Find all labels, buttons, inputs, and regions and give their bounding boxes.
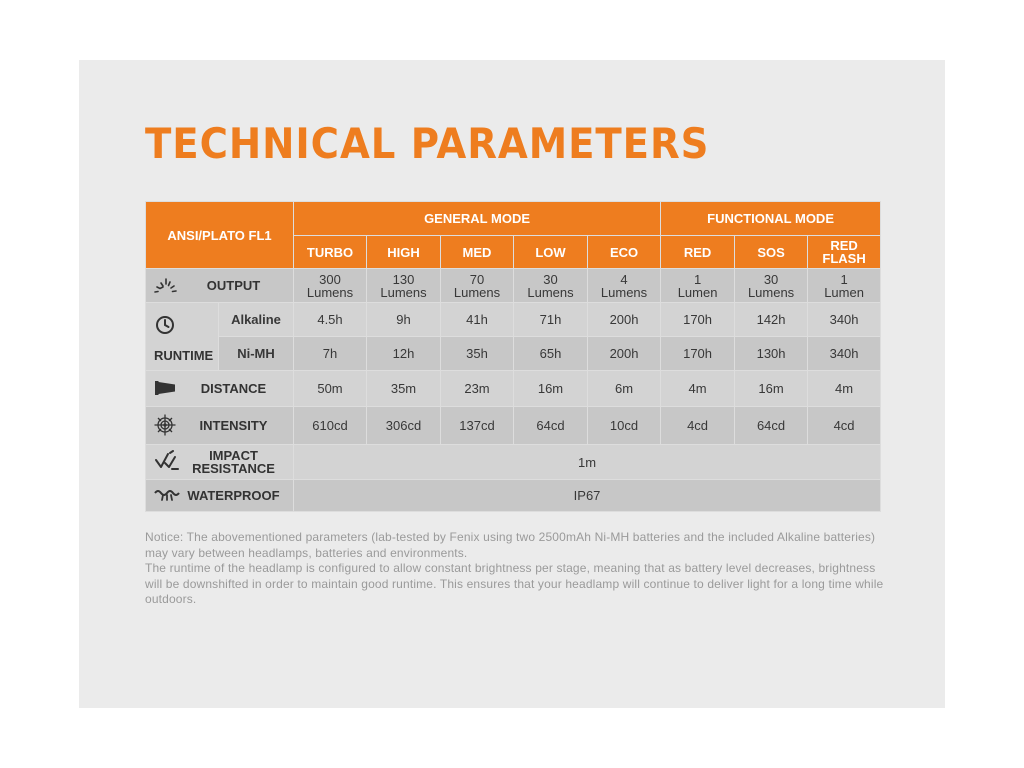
intensity-cell: 64cd [514, 407, 588, 445]
impact-value: 1m [294, 445, 881, 480]
distance-label-cell [146, 371, 294, 407]
spec-table [145, 201, 881, 512]
beam-icon [154, 380, 176, 398]
runtime-cell: 170h [661, 337, 735, 371]
mode-header-med [441, 236, 514, 269]
runtime-nimh-row [146, 337, 881, 371]
output-unit: Lumen [824, 284, 864, 300]
distance-cell: 50m [294, 371, 367, 407]
waterproof-label: WATERPROOF [187, 488, 280, 503]
output-cell [808, 269, 881, 303]
burst-icon [154, 276, 178, 296]
standard-header [146, 202, 294, 269]
runtime-cell: 9h [367, 303, 441, 337]
battery-label-alkaline: Alkaline [219, 303, 294, 337]
runtime-cell: 200h [588, 337, 661, 371]
waterproof-row [146, 480, 881, 512]
group-header-functional [661, 202, 881, 236]
runtime-cell: 7h [294, 337, 367, 371]
mode-label: SOS [757, 244, 785, 260]
runtime-label-cell [146, 303, 219, 371]
output-number: 130 [392, 271, 415, 287]
mode-label: HIGH [387, 244, 420, 260]
output-label: OUTPUT [206, 278, 261, 293]
runtime-cell: 340h [808, 337, 881, 371]
runtime-cell: 170h [661, 303, 735, 337]
output-unit: Lumens [380, 284, 427, 300]
output-row [146, 269, 881, 303]
intensity-cell: 64cd [735, 407, 808, 445]
mode-label: ECO [609, 244, 639, 260]
output-cell [588, 269, 661, 303]
mode-label: MED [462, 244, 492, 260]
output-number: 70 [469, 271, 485, 287]
distance-cell: 16m [514, 371, 588, 407]
output-unit: Lumens [527, 284, 574, 300]
mode-label-line2: FLASH [822, 251, 866, 266]
runtime-cell: 71h [514, 303, 588, 337]
output-number: 30 [763, 271, 779, 287]
output-number: 1 [840, 271, 848, 287]
output-unit: Lumens [453, 284, 501, 300]
output-number: 300 [319, 271, 341, 287]
output-unit: Lumens [747, 284, 795, 300]
mode-label: RED [683, 244, 712, 260]
intensity-cell: 4cd [661, 407, 735, 445]
runtime-cell: 35h [441, 337, 514, 371]
output-cell [514, 269, 588, 303]
distance-cell: 4m [808, 371, 881, 407]
impact-label-line1: IMPACT [209, 448, 258, 463]
output-number: 4 [620, 271, 628, 287]
distance-cell: 16m [735, 371, 808, 407]
output-cell [441, 269, 514, 303]
output-number: 1 [693, 271, 702, 287]
intensity-cell: 610cd [294, 407, 367, 445]
intensity-cell: 306cd [367, 407, 441, 445]
runtime-cell: 41h [441, 303, 514, 337]
clock-icon [155, 315, 175, 337]
group-label: FUNCTIONAL MODE [707, 211, 834, 226]
mode-header-low [514, 236, 588, 269]
mode-label-line1: RED [830, 238, 858, 253]
output-cell [294, 269, 367, 303]
output-unit: Lumen [677, 284, 718, 300]
intensity-label: INTENSITY [199, 418, 268, 433]
notice-text [145, 530, 885, 608]
runtime-cell: 142h [735, 303, 808, 337]
water-icon [154, 488, 180, 504]
output-label-cell [146, 269, 294, 303]
impact-icon [154, 450, 180, 474]
impact-label-cell [146, 445, 294, 480]
standard-label: ANSI/PLATO FL1 [167, 227, 272, 243]
intensity-label-cell [146, 407, 294, 445]
notice-paragraph-1: Notice: The abovementioned parameters (lab-tested by Fenix using two 2500mAh Ni-MH batteries and the included Alkaline batteries) may vary between headlamps, batteries and environments. [145, 530, 876, 560]
runtime-cell: 340h [808, 303, 881, 337]
page-title: TECHNICAL PARAMETERS [145, 119, 710, 168]
group-header-general [294, 202, 661, 236]
intensity-row [146, 407, 881, 445]
intensity-cell: 4cd [808, 407, 881, 445]
target-icon [154, 414, 176, 438]
distance-cell: 35m [367, 371, 441, 407]
group-label: GENERAL MODE [424, 211, 530, 226]
runtime-cell: 65h [514, 337, 588, 371]
distance-cell: 6m [588, 371, 661, 407]
output-cell [735, 269, 808, 303]
output-unit: Lumens [306, 284, 354, 300]
mode-header-sos [735, 236, 808, 269]
waterproof-label-cell [146, 480, 294, 512]
mode-header-eco [588, 236, 661, 269]
mode-header-red-flash [808, 236, 881, 269]
notice-paragraph-2: The runtime of the headlamp is configured to allow constant brightness per stage, meaning that as battery level decreases, brightness will be downshifted in order to maintain good runtime. This ensures that your headlamp will continue to deliver light for a long time while outdoors. [145, 561, 884, 606]
header-row-groups [146, 202, 881, 236]
runtime-cell: 4.5h [294, 303, 367, 337]
waterproof-value: IP67 [294, 480, 881, 512]
mode-header-high [367, 236, 441, 269]
runtime-cell: 130h [735, 337, 808, 371]
distance-row [146, 371, 881, 407]
mode-label: TURBO [306, 244, 354, 260]
output-number: 30 [543, 271, 558, 287]
mode-label: LOW [535, 244, 566, 260]
intensity-cell: 10cd [588, 407, 661, 445]
distance-cell: 23m [441, 371, 514, 407]
intensity-cell: 137cd [441, 407, 514, 445]
impact-label-line2: RESISTANCE [192, 461, 275, 476]
impact-row [146, 445, 881, 480]
output-cell [367, 269, 441, 303]
runtime-cell: 200h [588, 303, 661, 337]
output-unit: Lumens [600, 284, 648, 300]
runtime-label: RUNTIME [154, 348, 214, 363]
runtime-alkaline-row [146, 303, 881, 337]
distance-label: DISTANCE [200, 381, 267, 396]
mode-header-turbo [294, 236, 367, 269]
battery-label-nimh: Ni-MH [219, 337, 294, 371]
mode-header-red [661, 236, 735, 269]
distance-cell: 4m [661, 371, 735, 407]
output-cell [661, 269, 735, 303]
runtime-cell: 12h [367, 337, 441, 371]
